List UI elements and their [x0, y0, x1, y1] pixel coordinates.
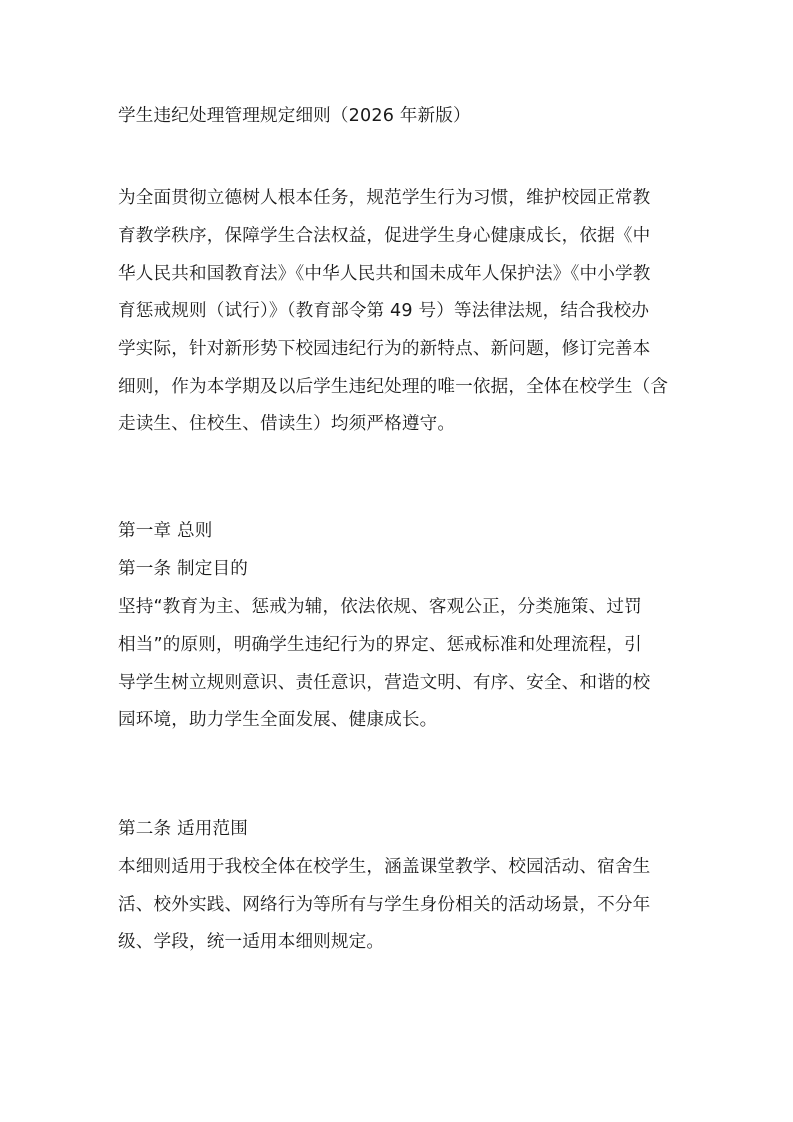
chapter-heading: 第一章 总则	[118, 521, 213, 541]
preamble-line: 育惩戒规则（试行）》（教育部令第 49 号）等法律法规，结合我校办	[118, 301, 650, 321]
preamble-line: 细则，作为本学期及以后学生违纪处理的唯一依据，全体在校学生（含	[118, 377, 669, 397]
article-heading: 第一条 制定目的	[118, 559, 248, 579]
article-body-line: 坚持“教育为主、惩戒为辅，依法依规、客观公正，分类施策、过罚	[118, 597, 642, 617]
article-body-line: 园环境，助力学生全面发展、健康成长。	[118, 710, 438, 730]
preamble-line: 华人民共和国教育法》《中华人民共和国未成年人保护法》《中小学教	[118, 264, 651, 284]
article-heading: 第二条 适用范围	[118, 819, 248, 839]
article-body-line: 本细则适用于我校全体在校学生，涵盖课堂教学、校园活动、宿舍生	[118, 857, 651, 877]
preamble-line: 走读生、住校生、借读生）均须严格遵守。	[118, 414, 456, 434]
article-body-line: 级、学段，统一适用本细则规定。	[118, 932, 385, 952]
preamble-line: 为全面贯彻立德树人根本任务，规范学生行为习惯，维护校园正常教	[118, 188, 651, 208]
article-body-line: 活、校外实践、网络行为等所有与学生身份相关的活动场景，不分年	[118, 895, 651, 915]
article-body-line: 相当”的原则，明确学生违纪行为的界定、惩戒标准和处理流程，引	[118, 635, 642, 655]
preamble-line: 学实际，针对新形势下校园违纪行为的新特点、新问题，修订完善本	[118, 339, 651, 359]
article-body-line: 导学生树立规则意识、责任意识，营造文明、有序、安全、和谐的校	[118, 673, 651, 693]
document-title: 学生违纪处理管理规定细则（2026 年新版）	[118, 106, 471, 126]
preamble-line: 育教学秩序，保障学生合法权益，促进学生身心健康成长，依据《中	[118, 226, 651, 246]
